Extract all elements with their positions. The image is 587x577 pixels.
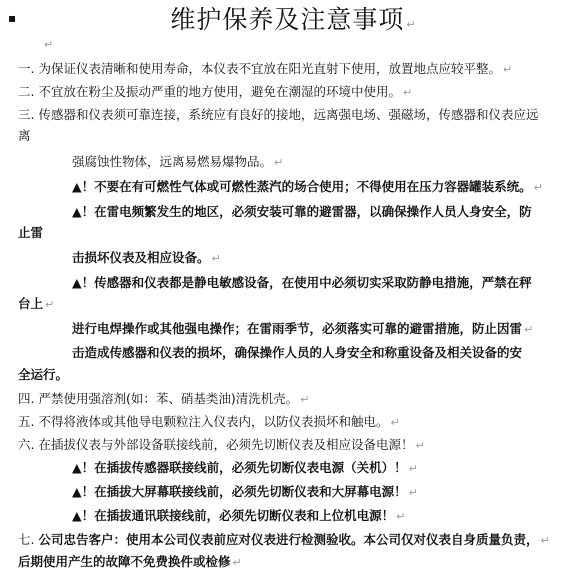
- item-text: 公司忠告客户：使用本公司仪表前应对仪表进行检测验收。本公司仅对仪表自身质量负责，: [38, 532, 539, 547]
- item-text-continuation: 离: [18, 128, 31, 143]
- list-item-5: [18, 413, 400, 432]
- empty-paragraph: [42, 33, 53, 52]
- warning-6: [72, 507, 405, 526]
- list-item-7-continuation: [18, 553, 242, 572]
- paragraph-mark: ↵: [300, 393, 310, 406]
- list-item-7: [18, 531, 550, 550]
- warning-3-continuation-2: [72, 320, 533, 339]
- paragraph-mark: ↵: [533, 181, 543, 194]
- warning-text-continuation: 击造成传感器和仪表的损坏，确保操作人员的人身安全和称重设备及相关设备的安: [72, 345, 523, 360]
- warning-3-continuation: [18, 295, 54, 314]
- item-number: 一.: [18, 61, 35, 76]
- warning-4: [72, 459, 418, 478]
- warning-text-continuation: 止雷: [18, 225, 44, 240]
- warning-text: ▲！在雷电频繁发生的地区，必须安装可靠的避雷器，以确保操作人员人身安全，防: [72, 204, 532, 219]
- list-item-3: [18, 106, 539, 124]
- paragraph-mark: ↵: [211, 252, 221, 265]
- warning-1: [72, 178, 543, 197]
- list-item-6: [18, 436, 425, 455]
- paragraph-mark: ↵: [44, 38, 54, 51]
- paragraph-mark: ↵: [524, 323, 534, 336]
- paragraph-mark: ↵: [232, 556, 242, 569]
- warning-3-continuation-4: [18, 366, 68, 384]
- bullet-marker: ▪: [8, 11, 17, 25]
- item-number: 六.: [18, 437, 35, 452]
- item-number: 七.: [18, 532, 35, 547]
- title-text: 维护保养及注意事项: [170, 5, 405, 34]
- paragraph-mark: ↵: [408, 486, 418, 499]
- paragraph-mark: ↵: [415, 439, 425, 452]
- warning-2-continuation-2: [72, 249, 221, 268]
- warning-text-continuation: 击损坏仪表及相应设备。: [72, 250, 210, 265]
- list-item-3-continuation: [18, 127, 31, 145]
- warning-5: [72, 483, 418, 502]
- list-item-2: [18, 83, 412, 102]
- list-item-4: [18, 390, 309, 409]
- warning-text-continuation: 进行电焊操作或其他强电操作；在雷雨季节，必须落实可靠的避雷措施，防止因雷: [72, 321, 523, 336]
- item-text: 在插拔仪表与外部设备联接线前，必须先切断仪表及相应设备电源！: [38, 437, 414, 452]
- warning-3-continuation-3: [72, 344, 522, 362]
- item-number: 二.: [18, 84, 35, 99]
- warning-text: ▲！在插拔传感器联接线前，必须先切断仪表电源（关机）！: [72, 460, 407, 475]
- item-text: 不得将液体或其他导电颗粒注入仪表内，以防仪表损坏和触电。: [38, 414, 389, 429]
- paragraph-mark: ↵: [408, 462, 418, 475]
- item-text: 严禁使用强溶剂(如：苯、硝基类油)清洗机壳。: [38, 391, 299, 406]
- paragraph-mark: ↵: [390, 416, 400, 429]
- page-title: [0, 0, 587, 45]
- warning-text-continuation: 台上: [18, 296, 44, 311]
- paragraph-mark: ↵: [396, 510, 406, 523]
- warning-3: [72, 274, 532, 292]
- item-number: 四.: [18, 391, 35, 406]
- warning-2: [72, 203, 532, 221]
- warning-text-continuation: 全运行。: [18, 367, 69, 382]
- paragraph-mark: ↵: [45, 298, 55, 311]
- item-text: 传感器和仪表须可靠连接，系统应有良好的接地，远离强电场、强磁场，传感器和仪表应远: [38, 107, 539, 122]
- item-number: 五.: [18, 414, 35, 429]
- paragraph-mark: ↵: [406, 18, 417, 31]
- item-text: 为保证仪表清晰和使用寿命，本仪表不宜放在阳光直射下使用，放置地点应较平整。: [38, 61, 501, 76]
- item-text-continuation: 强腐蚀性物体，远离易燃易爆物品。: [72, 154, 273, 169]
- warning-2-continuation: [18, 224, 43, 242]
- paragraph-mark: ↵: [503, 63, 513, 76]
- paragraph-mark: ↵: [403, 86, 413, 99]
- warning-text: ▲！在插拔大屏幕联接线前，必须先切断仪表和大屏幕电源！: [72, 484, 407, 499]
- item-text-continuation: 后期使用产生的故障不免费换件或检修: [18, 554, 231, 569]
- warning-text: ▲！在插拔通讯联接线前，必须先切断仪表和上位机电源！: [72, 508, 395, 523]
- paragraph-mark: ↵: [540, 534, 550, 547]
- item-text: 不宜放在粉尘及振动严重的地方使用，避免在潮湿的环境中使用。: [38, 84, 401, 99]
- list-item-1: [18, 60, 512, 79]
- list-item-3-continuation-2: [72, 153, 283, 172]
- warning-text: ▲！传感器和仪表都是静电敏感设备，在使用中必须切实采取防静电措施，严禁在秤: [72, 275, 532, 290]
- item-number: 三.: [18, 107, 35, 122]
- paragraph-mark: ↵: [274, 156, 284, 169]
- warning-text: ▲！不要在有可燃性气体或可燃性蒸汽的场合使用；不得使用在压力容器罐装系统。: [72, 179, 532, 194]
